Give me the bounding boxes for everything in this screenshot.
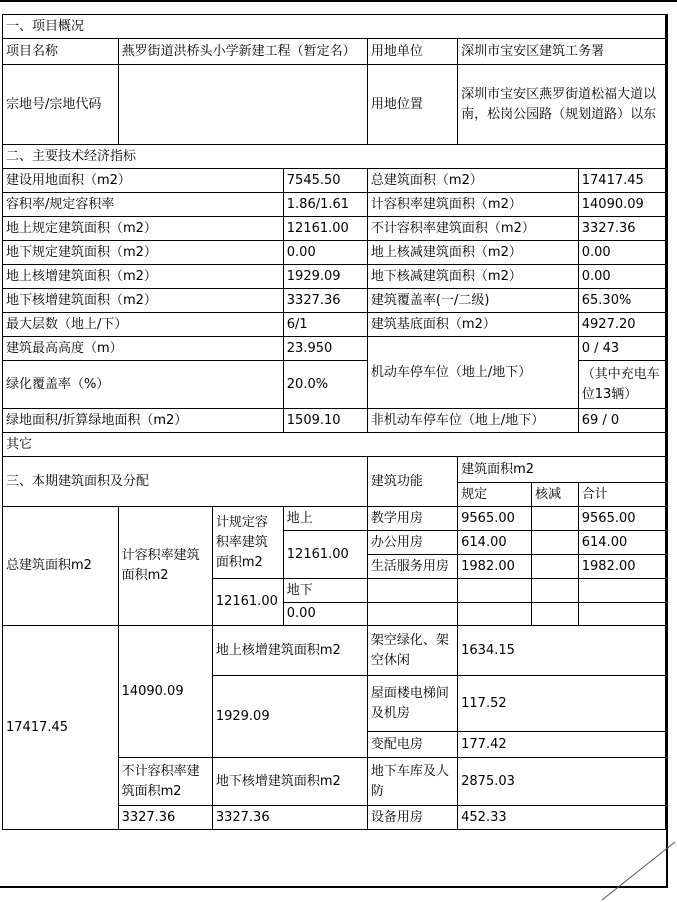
indicator-label: 地上核增建筑面积（m2） (3, 265, 284, 289)
green-area-label: 绿地面积/折算绿地面积（m2） (3, 409, 284, 433)
add-item-name: 架空绿化、架空休闲 (367, 626, 457, 676)
above-ground-label: 地上 (283, 507, 367, 531)
col-reduce-header: 核减 (532, 483, 579, 507)
indicator-label: 容积率/规定容积率 (3, 193, 284, 217)
indicator-label: 计容积率建筑面积（m2） (367, 193, 578, 217)
indicator-value: 3327.36 (578, 217, 665, 241)
indicator-row (3, 241, 666, 265)
right-border (666, 14, 668, 888)
bottom-border (0, 886, 668, 888)
indicator-value: 7545.50 (283, 169, 367, 193)
project-name-label: 项目名称 (3, 39, 119, 65)
add-item-name: 设备用房 (367, 806, 457, 830)
nonmotor-parking-value: 69 / 0 (578, 409, 665, 433)
indicator-value: 0.00 (578, 241, 665, 265)
indicator-value: 6/1 (283, 313, 367, 337)
empty-cell (532, 603, 579, 626)
indicator-value: 12161.00 (283, 217, 367, 241)
below-add-label: 地下核增建筑面积m2 (212, 758, 367, 806)
col-total-header: 合计 (578, 483, 665, 507)
land-unit-value: 深圳市宝安区建筑工务署 (458, 39, 666, 65)
fa-area-label: 计容积率建筑面积m2 (118, 507, 212, 626)
empty-cell (578, 579, 665, 603)
below-ground-label: 地下 (283, 579, 367, 603)
use-name: 教学用房 (367, 507, 457, 531)
diagonal-line (600, 840, 677, 902)
empty-cell (367, 579, 457, 603)
use-reduce (532, 531, 579, 555)
indicator-row (3, 169, 666, 193)
indicator-value: 17417.45 (578, 169, 665, 193)
non-fa-label: 不计容积率建筑面积m2 (118, 758, 212, 806)
section-overview-title: 一、项目概况 (3, 15, 666, 39)
indicator-row (3, 313, 666, 337)
nonmotor-parking-label: 非机动车停车位（地上/地下） (367, 409, 578, 433)
use-name: 生活服务用房 (367, 555, 457, 579)
spec-fa-value: 12161.00 (212, 579, 283, 626)
indicator-label: 建筑覆盖率(一/二级) (367, 289, 578, 313)
above-ground-value: 12161.00 (283, 531, 367, 579)
indicator-label: 建设用地面积（m2） (3, 169, 284, 193)
fa-area-value: 14090.09 (118, 626, 212, 758)
indicator-label: 地下核增建筑面积（m2） (3, 289, 284, 313)
below-add-value: 3327.36 (212, 806, 367, 830)
parcel-label: 宗地号/宗地代码 (3, 65, 119, 145)
green-area-value: 1509.10 (283, 409, 367, 433)
indicator-value: 3327.36 (283, 289, 367, 313)
use-total: 1982.00 (578, 555, 665, 579)
empty-cell (458, 579, 532, 603)
use-spec: 1982.00 (458, 555, 532, 579)
indicator-row (3, 289, 666, 313)
indicator-label: 总建筑面积（m2） (367, 169, 578, 193)
indicator-row (3, 217, 666, 241)
use-total: 614.00 (578, 531, 665, 555)
land-unit-label: 用地单位 (367, 39, 457, 65)
above-add-value: 1929.09 (212, 676, 367, 758)
use-reduce (532, 507, 579, 531)
indicator-value: 1.86/1.61 (283, 193, 367, 217)
use-spec: 9565.00 (458, 507, 532, 531)
green-coverage-value: 20.0% (283, 361, 367, 409)
function-header: 建筑功能 (367, 457, 457, 507)
max-height-label: 建筑最高高度（m） (3, 337, 284, 361)
total-area-label: 总建筑面积m2 (3, 507, 119, 626)
max-height-value: 23.950 (283, 337, 367, 361)
indicator-label: 地上规定建筑面积（m2） (3, 217, 284, 241)
indicator-value: 65.30% (578, 289, 665, 313)
indicator-label: 不计容积率建筑面积（m2） (367, 217, 578, 241)
section-allocation-title: 三、本期建筑面积及分配 (3, 457, 368, 507)
empty-cell (578, 603, 665, 626)
parking-value: 0 / 43 (578, 337, 665, 361)
indicator-value: 14090.09 (578, 193, 665, 217)
indicator-value: 4927.20 (578, 313, 665, 337)
empty-cell (458, 603, 532, 626)
indicator-value: 0.00 (578, 265, 665, 289)
green-coverage-label: 绿化覆盖率（%） (3, 361, 284, 409)
col-spec-header: 规定 (458, 483, 532, 507)
non-fa-value: 3327.36 (118, 806, 212, 830)
indicator-value: 1929.09 (283, 265, 367, 289)
empty-cell (532, 579, 579, 603)
use-total: 9565.00 (578, 507, 665, 531)
indicator-value: 0.00 (283, 241, 367, 265)
use-reduce (532, 555, 579, 579)
add-item-value: 117.52 (458, 676, 666, 732)
indicator-label: 地下规定建筑面积（m2） (3, 241, 284, 265)
location-value: 深圳市宝安区燕罗街道松福大道以南，松岗公园路（规划道路）以东 (458, 65, 666, 145)
area-header: 建筑面积m2 (458, 457, 666, 483)
location-label: 用地位置 (367, 65, 457, 145)
indicator-label: 建筑基底面积（m2） (367, 313, 578, 337)
empty-cell (367, 603, 457, 626)
add-item-value: 1634.15 (458, 626, 666, 676)
parking-label: 机动车停车位（地上/地下） (367, 337, 578, 409)
use-name: 办公用房 (367, 531, 457, 555)
add-item-name: 变配电房 (367, 732, 457, 758)
indicator-row (3, 193, 666, 217)
add-item-value: 452.33 (458, 806, 666, 830)
top-border (0, 0, 677, 2)
indicator-label: 最大层数（地上/下） (3, 313, 284, 337)
indicator-label: 地下核减建筑面积（m2） (367, 265, 578, 289)
indicator-row (3, 265, 666, 289)
parking-note: （其中充电车位13辆） (578, 361, 665, 409)
indicator-label: 地上核减建筑面积（m2） (367, 241, 578, 265)
add-item-value: 177.42 (458, 732, 666, 758)
project-name-value: 燕罗街道洪桥头小学新建工程（暂定名） (118, 39, 367, 65)
add-item-name: 地下车库及人防 (367, 758, 457, 806)
total-area-value: 17417.45 (3, 626, 119, 830)
section-other-title: 其它 (3, 433, 666, 457)
add-item-name: 屋面楼电梯间及机房 (367, 676, 457, 732)
below-ground-value: 0.00 (283, 603, 367, 626)
above-add-label: 地上核增建筑面积m2 (212, 626, 367, 676)
section-indicators-title: 二、主要技术经济指标 (3, 145, 666, 169)
economic-indicator-table (2, 14, 666, 830)
use-spec: 614.00 (458, 531, 532, 555)
add-item-value: 2875.03 (458, 758, 666, 806)
spec-fa-label: 计规定容积率建筑面积m2 (212, 507, 283, 579)
parcel-value (118, 65, 367, 145)
